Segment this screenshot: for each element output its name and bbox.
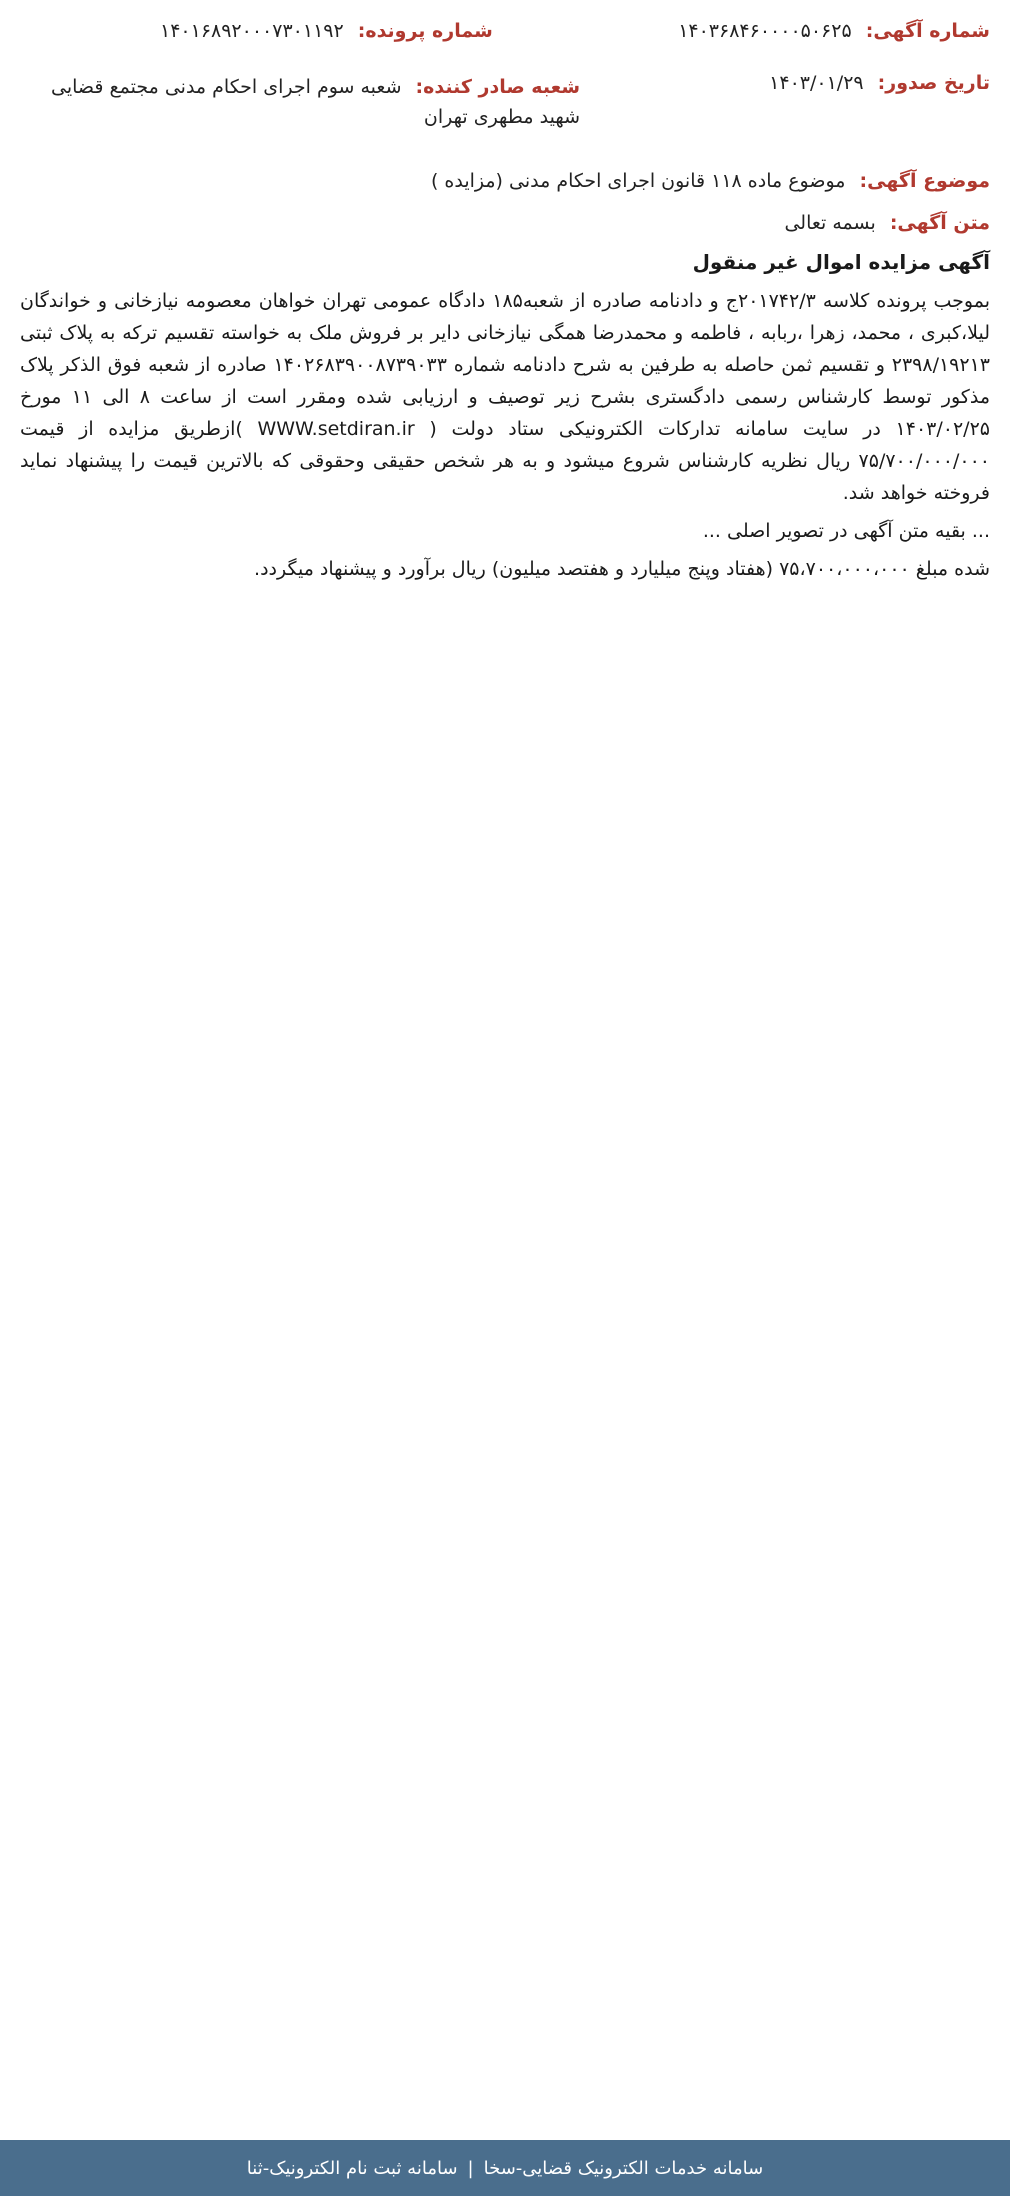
ad-paragraph-1: بموجب پرونده کلاسه ۲۰۱۷۴۲/۳ج و دادنامه صادره از شعبه۱۸۵ دادگاه عمومی تهران خواهان معصومه نیازخانی و خواندگان لیلا،کبری ، محمد، زهرا ،ربابه ، فاطمه و محمدرضا همگی نیازخانی دایر بر فروش ملک به خواسته تقسیم ترکه به پلاک ثبتی ۲۳۹۸/۱۹۲۱۳ و تقسیم ثمن حاصله به طرفین به شرح دادنامه شماره ۱۴۰۲۶۸۳۹۰۰۸۷۳۹۰۳۳ صادره از شعبه فوق الذکر پلاک مذکور توسط کارشناس رسمی دادگستری بشرح زیر توصیف و ارزیابی شده ومقرر است از ساعت ۸ الی ۱۱ مورخ ۱۴۰۳/۰۲/۲۵ در سایت سامانه تدارکات الکترونیکی ستاد دولت ( WWW.setdiran.ir )ازطریق مزایده از قیمت ۷۵/۷۰۰/۰۰۰/۰۰۰ ریال نظریه کارشناس شروع میشود و به هر شخص حقیقی وحقوقی که بالاترین قیمت را پیشنهاد نماید فروخته خواهد شد. <box>20 290 990 504</box>
issue-date-label: تاریخ صدور: <box>877 72 990 94</box>
text-section-row <box>784 212 990 234</box>
subject-row <box>431 170 990 192</box>
ad-body <box>20 285 990 591</box>
ad-paragraph-2: ... بقیه متن آگهی در تصویر اصلی ... <box>702 520 990 542</box>
text-section-value: بسمه تعالی <box>784 212 876 234</box>
ad-number-row <box>678 20 990 42</box>
footer-separator: | <box>467 2157 474 2179</box>
case-number-row <box>160 20 493 42</box>
issue-date-value: ۱۴۰۳/۰۱/۲۹ <box>769 72 864 94</box>
issuing-branch-value: شعبه سوم اجرای احکام مدنی مجتمع قضایی شهید مطهری تهران <box>51 76 580 128</box>
text-section-label: متن آگهی: <box>889 212 990 234</box>
ad-closing-line: شده مبلغ ۷۵،۷۰۰،۰۰۰،۰۰۰ (هفتاد وپنج میلیارد و هفتصد میلیون) ریال برآورد و پیشنهاد میگردد. <box>254 558 990 580</box>
footer-link-sakha[interactable]: سامانه خدمات الکترونیک قضایی-سخا <box>483 2157 764 2179</box>
subject-value: موضوع ماده ۱۱۸ قانون اجرای احکام مدنی (مزایده ) <box>430 170 846 192</box>
issuing-branch-row <box>20 72 580 132</box>
case-number-label: شماره پرونده: <box>357 20 493 42</box>
issuing-branch-label: شعبه صادر کننده: <box>415 76 580 98</box>
ad-number-value: ۱۴۰۳۶۸۴۶۰۰۰۰۵۰۶۲۵ <box>678 20 852 42</box>
subject-label: موضوع آگهی: <box>859 170 990 192</box>
issue-date-row <box>769 72 990 94</box>
document-title: آگهی مزایده اموال غیر منقول <box>692 250 990 274</box>
footer-link-sana[interactable]: سامانه ثبت نام الکترونیک-ثنا <box>246 2157 458 2179</box>
footer-bar <box>0 2140 1010 2196</box>
case-number-value: ۱۴۰۱۶۸۹۲۰۰۰۷۳۰۱۱۹۲ <box>160 20 344 42</box>
ad-number-label: شماره آگهی: <box>865 20 990 42</box>
